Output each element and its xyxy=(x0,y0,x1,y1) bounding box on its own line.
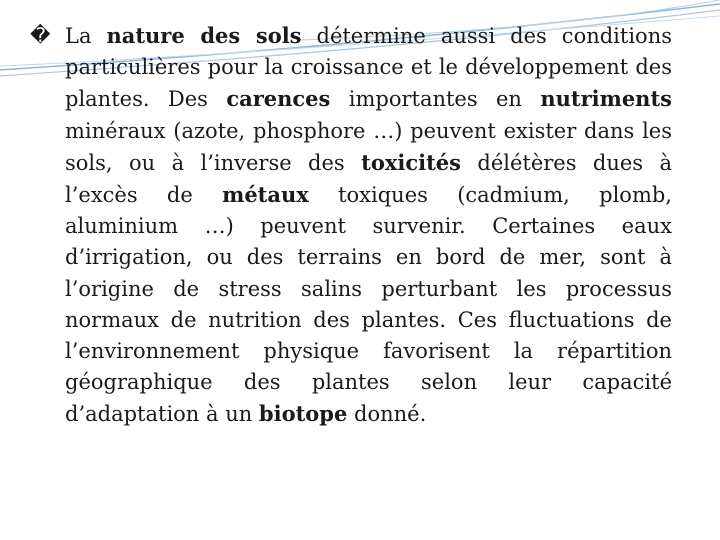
bold-term: nature des sols xyxy=(106,23,302,48)
text-run: La xyxy=(65,24,107,48)
text-run: détermine aussi des conditions particulières pour la croissance et le développement des plantes. Des xyxy=(65,24,672,112)
bold-term: nutriments xyxy=(540,86,672,112)
bold-term: biotope xyxy=(258,401,348,427)
bold-term: métaux xyxy=(222,182,309,208)
paragraph-body xyxy=(30,20,672,431)
slide-paragraph xyxy=(30,20,672,431)
text-run: toxiques (cadmium, plomb, aluminium …) peuvent survenir. Certaines eaux d’irrigation, ou des terrains en bord de mer, sont à l’origine de stress salins perturbant les processus normaux de nutrition des plantes. Ces fluctuations de l’environnement physique favorisent la répartition géographique des plantes selon leur capacité d’adaptation à un xyxy=(65,183,672,427)
text-run: donné. xyxy=(347,402,427,427)
bold-term: toxicités xyxy=(361,149,461,175)
bullet-icon: � xyxy=(30,23,51,47)
text-run: délétères dues à l’excès de xyxy=(65,150,673,208)
bold-term: carences xyxy=(226,86,331,112)
text-run: importantes en xyxy=(330,87,541,112)
text-run: minéraux (azote, phosphore …) peuvent exister dans les sols, ou à l’inverse des xyxy=(65,118,672,175)
